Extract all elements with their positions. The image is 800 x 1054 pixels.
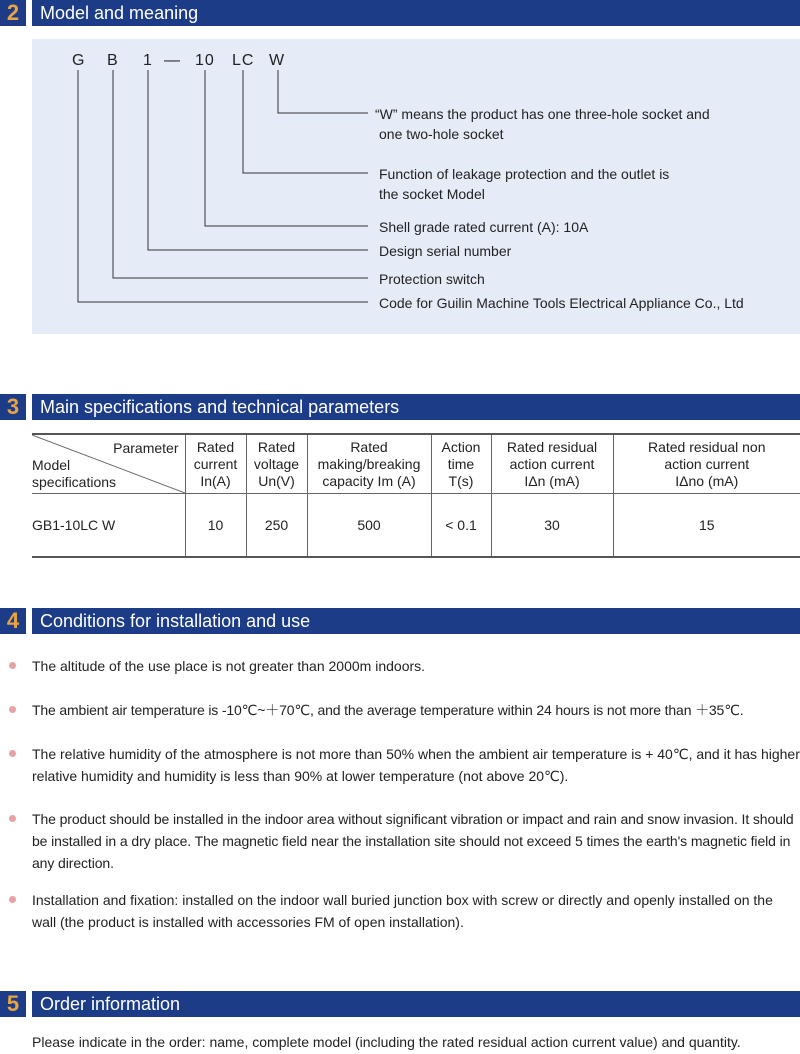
cell-rated-current: 10 <box>185 494 246 558</box>
section-title: Model and meaning <box>32 0 800 26</box>
header-line: IΔn (mA) <box>524 472 580 489</box>
meaning-g: Code for Guilin Machine Tools Electrical Appliance Co., Ltd <box>379 295 744 311</box>
header-line: Rated <box>350 438 388 455</box>
cell-action-time: < 0.1 <box>431 494 491 558</box>
meaning-1: Design serial number <box>379 243 512 259</box>
meaning-10: Shell grade rated current (A): 10A <box>379 219 589 235</box>
section-number: 2 <box>0 0 26 26</box>
cell-rated-voltage: 250 <box>246 494 307 558</box>
model-letter-w: W <box>269 52 286 69</box>
model-letter-1: 1 <box>143 52 153 69</box>
corner-model-line1: Model <box>32 457 71 473</box>
header-line: T(s) <box>448 472 474 489</box>
header-residual-non-action-current <box>613 434 800 494</box>
header-line: Action <box>441 438 481 455</box>
corner-model-line2: specifications <box>32 474 117 490</box>
header-line: action current <box>509 455 595 472</box>
header-line: Rated residual non <box>647 438 766 455</box>
header-residual-action-current <box>491 434 613 494</box>
header-line: making/breaking <box>317 455 421 472</box>
header-line: IΔno (mA) <box>675 472 739 489</box>
bullet-dot <box>9 815 16 822</box>
model-letter-b: B <box>107 52 119 69</box>
header-action-time <box>431 434 491 494</box>
section-number: 3 <box>0 394 26 420</box>
cell-residual-action: 30 <box>491 494 613 558</box>
header-line: capacity Im (A) <box>322 472 416 489</box>
meaning-w-line2: one two-hole socket <box>379 126 504 142</box>
section-title: Order information <box>32 991 800 1017</box>
header-line: current <box>193 455 238 472</box>
section-header-conditions <box>0 608 800 634</box>
corner-parameter-label: Parameter <box>113 440 179 456</box>
meaning-lc-line1: Function of leakage protection and the outlet is <box>379 166 670 182</box>
header-rated-voltage <box>246 434 307 494</box>
header-line: Rated <box>257 438 296 455</box>
condition-item: The product should be installed in the indoor area without significant vibration or impact and rain and snow invasion. It should be installed in a dry place. The magnetic field near the installation site should not exceed 5 times the earth's magnetic field in any direction. <box>32 811 794 871</box>
condition-item: The altitude of the use place is not greater than 2000m indoors. <box>32 658 426 674</box>
meaning-b: Protection switch <box>379 271 485 287</box>
condition-item: Installation and fixation: installed on the indoor wall buried junction box with screw or directly and openly installed on the wall (the product is installed with accessories FM of open installation). <box>32 892 773 930</box>
section-title: Main specifications and technical parameters <box>32 394 800 420</box>
section-number: 5 <box>0 991 26 1017</box>
model-dash: — <box>164 52 181 69</box>
header-making-breaking-capacity <box>307 434 431 494</box>
meaning-lc-line2: the socket Model <box>379 186 485 202</box>
section-number: 4 <box>0 608 26 634</box>
header-line: In(A) <box>200 472 231 489</box>
bullet-dot <box>9 662 16 669</box>
section-header-specs <box>0 394 800 420</box>
bullet-dot <box>9 750 16 757</box>
header-line: voltage <box>253 455 300 472</box>
header-line: Rated residual <box>506 438 598 455</box>
header-line: action current <box>664 455 750 472</box>
bullet-dot <box>9 706 16 713</box>
model-letter-10: 10 <box>195 52 215 69</box>
model-letter-g: G <box>72 52 86 69</box>
header-line: Un(V) <box>258 472 295 489</box>
order-instruction: Please indicate in the order: name, complete model (including the rated residual action current value) and quantity. <box>32 1034 741 1050</box>
section-title: Conditions for installation and use <box>32 608 800 634</box>
cell-capacity: 500 <box>307 494 431 558</box>
table-corner-cell <box>32 434 185 494</box>
table-header-row <box>32 434 800 494</box>
cell-model: GB1-10LC W <box>32 494 185 558</box>
spec-table <box>32 433 800 558</box>
cell-residual-non-action: 15 <box>613 494 800 558</box>
header-rated-current <box>185 434 246 494</box>
corner-model-label <box>32 457 116 491</box>
condition-item: The relative humidity of the atmosphere is not more than 50% when the ambient air temperature is + 40℃, and it has higher relative humidity and humidity is less than 90% at lower temperature (not above 20℃). <box>32 746 800 784</box>
table-row <box>32 494 800 558</box>
section-header-order <box>0 991 800 1017</box>
bullet-dot <box>9 896 16 903</box>
header-line: time <box>447 455 475 472</box>
meaning-w-line1: “W” means the product has one three-hole socket and <box>375 106 710 122</box>
model-letter-lc: LC <box>232 52 255 69</box>
condition-item: The ambient air temperature is -10℃~＋70℃, and the average temperature within 24 hours is not more than ＋35℃. <box>32 702 744 718</box>
header-line: Rated <box>196 438 235 455</box>
